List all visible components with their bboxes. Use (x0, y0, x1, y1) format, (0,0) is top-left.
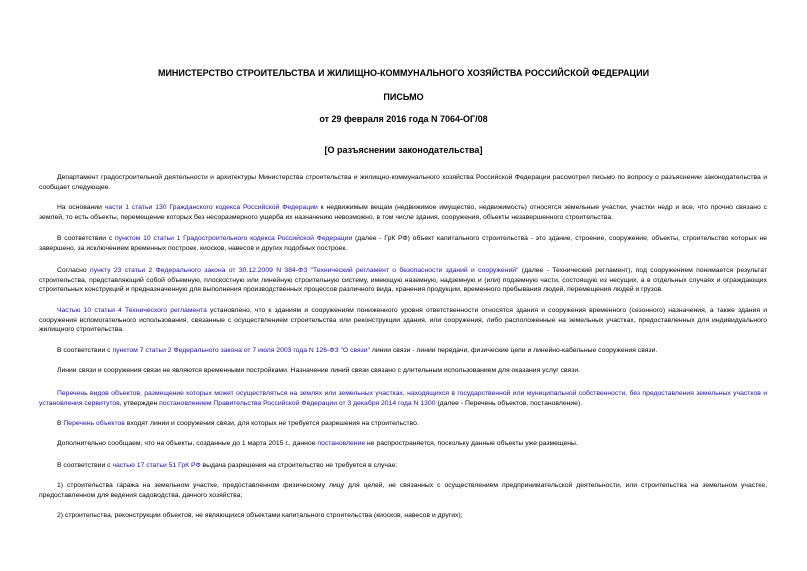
paragraph (39, 346, 767, 356)
paragraph (39, 389, 767, 408)
paragraph-text: (далее - Перечень объектов, постановление). (435, 399, 583, 407)
legal-reference-link[interactable]: постановлением Правительства Российской Федерации от 3 декабря 2014 года N 1300 (159, 399, 436, 407)
paragraph (39, 266, 767, 295)
legal-reference-link[interactable]: пунктом 7 статьи 2 Федерального закона от 7 июля 2003 года N 126-ФЗ "О связи" (112, 347, 371, 354)
legal-reference-link[interactable]: постановление (317, 440, 366, 447)
paragraph-text: к недвижимым вещам (недвижимое имущество, недвижимость) относятся земельные участки, участки недр и все, что прочно связано с землей, то есть объекты, перемещение которых без несоразмерного ущерба их назначению невозможно, в том числе здания, сооружения, объекты незавершенного строительства. (39, 204, 767, 221)
paragraph-text: (далее - Технический регламент), под сооружением понимается результат строительства, представляющий собой объемную, плоскостную или линейную строительную систему, имеющую наземную, надземную и (или) подземную части, состоящую из несущих, а в отдельных случаях и ограждающих строительных конструкций и предназначенную для выполнения производственных процессов различного вида, хранения продукции, временного пребывания людей, перемещения людей и грузов. (39, 267, 768, 294)
paragraph-text: 2) строительства, реконструкции объектов, не являющихся объектами капитального строительства (киосков, навесов и других); (57, 512, 463, 519)
paragraph-text: входят линии и сооружения связи, для которых не требуется разрешения на строительство. (124, 420, 419, 427)
paragraph-text: Дополнительно сообщаем, что на объекты, созданные до 1 марта 2015 г., данное (57, 440, 318, 447)
paragraph-text: В соответствии с (57, 235, 115, 242)
paragraph-text: Линии связи и сооружения связи не являются временными постройками. Назначение линий связи связано с длительным использованием для оказания услуг связи. (57, 367, 581, 374)
legal-reference-link[interactable]: частью 17 статьи 51 ГрК РФ (112, 462, 201, 469)
paragraph (39, 511, 767, 521)
paragraph (39, 481, 767, 500)
document-date: от 29 февраля 2016 года N 7064-ОГ/08 (319, 114, 488, 124)
paragraph-text: установлено, что к зданиям и сооружениям пониженного уровня ответственности относятся здания и сооружения временного (сезонного) назначения, а также здания и сооружения вспомогательного использования, связанные с осуществлением строительства или реконструкции здания, или сооружения, либо расположенные на земельных участках, предоставленных для индивидуального жилищного строительства. (39, 307, 767, 334)
paragraph-text: На основании (57, 204, 105, 211)
paragraph (39, 366, 767, 376)
legal-reference-link[interactable]: пункту 23 статьи 2 Федерального закона от 30.12.2009 N 384-ФЗ "Технический регламент о безопасности зданий и сооружений" (90, 267, 519, 274)
legal-reference-link[interactable]: пунктом 10 статьи 1 Градостроительного кодекса Российской Федерации (114, 235, 353, 242)
paragraph (39, 203, 767, 222)
paragraph (39, 306, 767, 335)
legal-reference-link[interactable]: части 1 статьи 130 Гражданского кодекса Российской Федерации (104, 204, 318, 211)
legal-reference-link[interactable]: Перечень видов объектов, размещение которых может осуществляться на землях или земельных участках, находящихся в государственной или муниципальной собственности, без предоставления земельных участков и установления сервитутов (39, 390, 767, 407)
document-type: ПИСЬМО (383, 92, 424, 102)
paragraph-text: , утвержден (119, 399, 160, 407)
paragraph-text: В соответствии с (57, 347, 113, 354)
paragraph-text: В соответствии с (57, 462, 113, 469)
legal-reference-link[interactable]: Перечень объектов (63, 420, 125, 427)
paragraph-text: (далее - ГрК РФ) объект капитального строительства - это здание, строение, сооружение, объекты, строительство которых не завершено, за исключением временных построек, киосков, навесов и других подобных построек. (39, 235, 768, 252)
paragraph (39, 439, 767, 449)
paragraph-text: выдача разрешения на строительство не требуется в случае: (200, 462, 398, 469)
paragraph-text: линии связи - линии передачи, физические цепи и линейно-кабельные сооружения связи. (370, 347, 658, 354)
document-subject: [О разъяснении законодательства] (324, 145, 483, 155)
paragraph-text: не распространяется, поскольку данные объекты уже размещены. (365, 440, 578, 447)
paragraph (39, 461, 767, 471)
paragraph (39, 173, 767, 192)
paragraph-text: Согласно (57, 267, 91, 274)
ministry-heading: МИНИСТЕРСТВО СТРОИТЕЛЬСТВА И ЖИЛИЩНО-КОММУНАЛЬНОГО ХОЗЯЙСТВА РОССИЙСКОЙ ФЕДЕРАЦИИ (157, 68, 650, 78)
legal-reference-link[interactable]: Частью 10 статьи 4 Технического регламента (57, 307, 207, 314)
paragraph (39, 234, 767, 253)
paragraph (39, 419, 767, 429)
paragraph-text: Департамент градостроительной деятельности и архитектуры Министерства строительства и жилищно-коммунального хозяйства Российской Федерации рассмотрел письмо по вопросу о разъяснении законодательства и сообщает следующее. (39, 174, 767, 191)
paragraph-text: В (57, 420, 64, 427)
paragraph-text: 1) строительства гаража на земельном участке, предоставленном физическому лицу для целей, не связанных с осуществлением предпринимательской деятельности, или строительства на земельном участке, предоставленном для ведения садоводства, дачного хозяйства; (39, 482, 767, 499)
